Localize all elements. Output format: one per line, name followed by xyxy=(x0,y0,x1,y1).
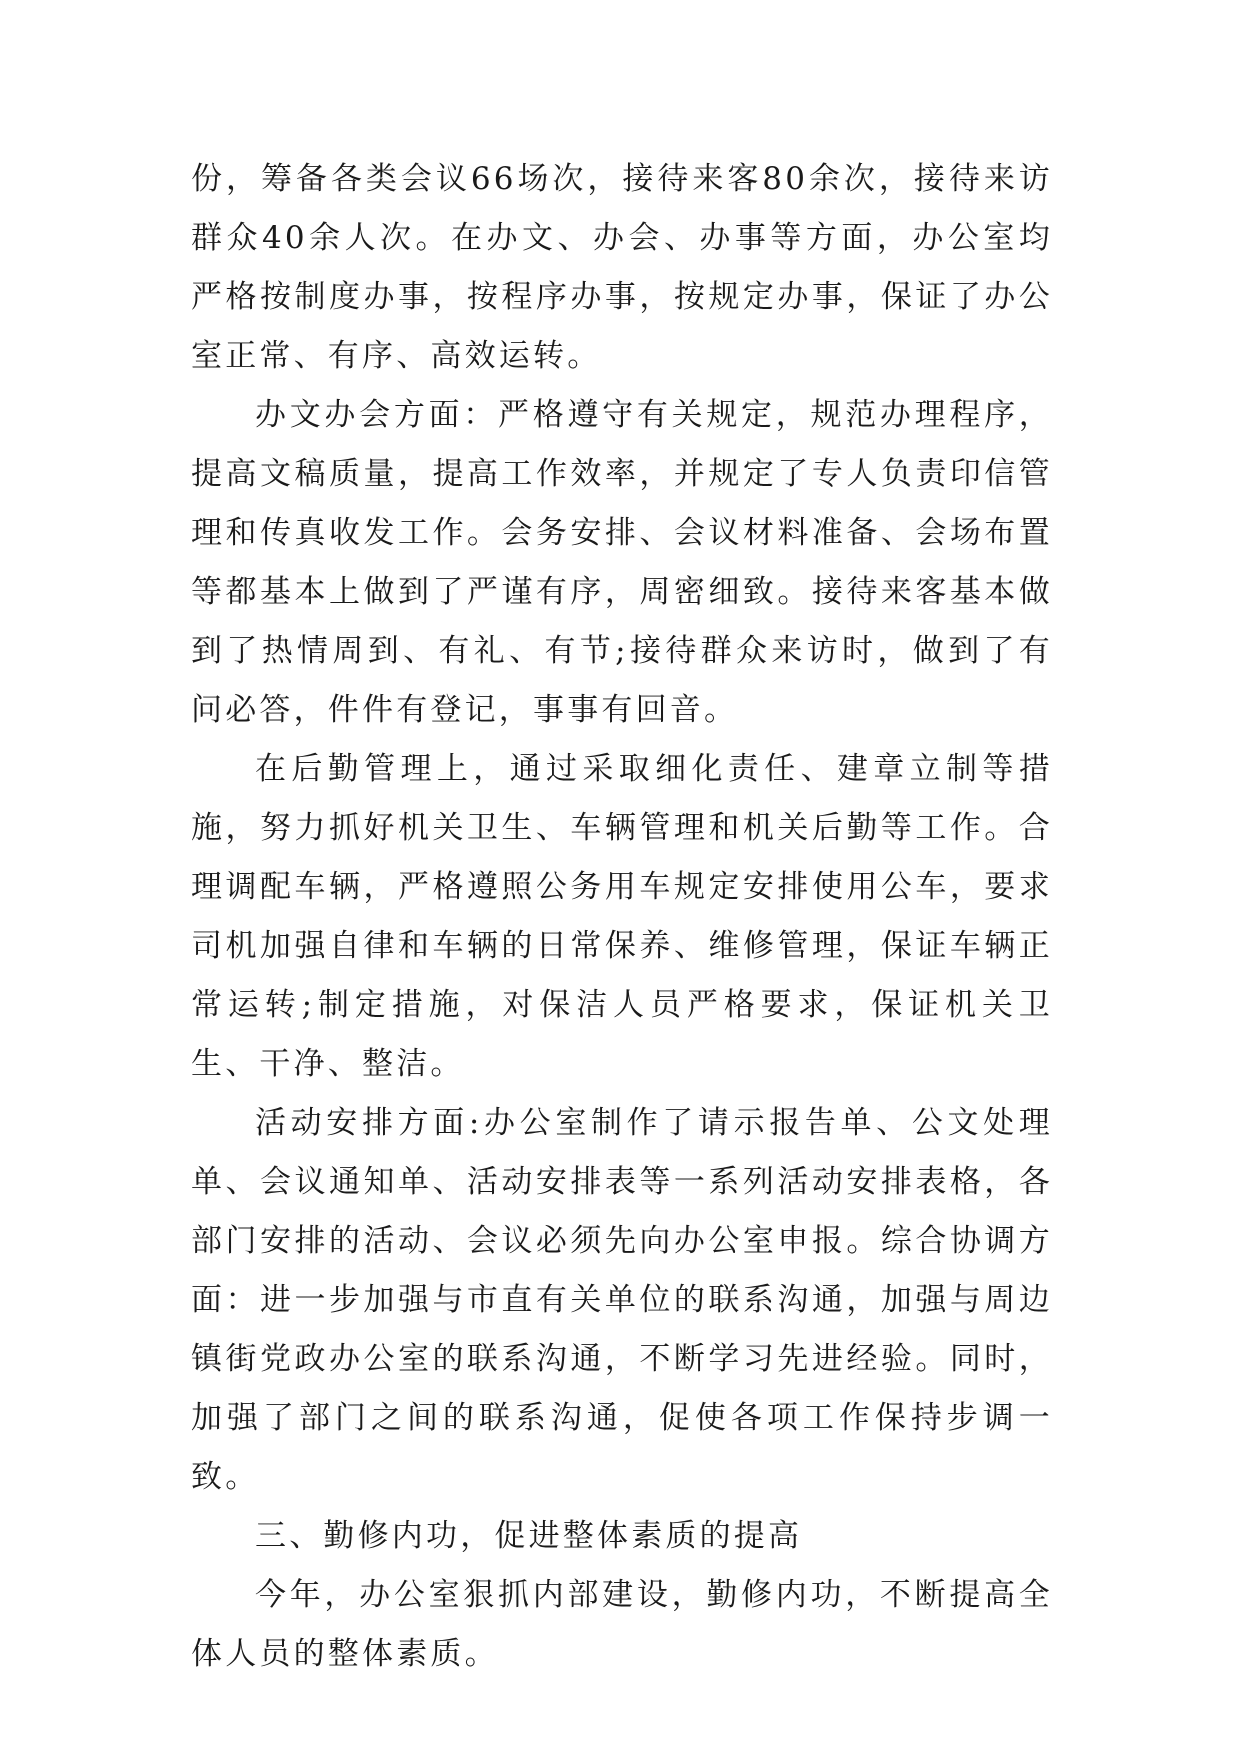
paragraph-document-meetings: 办文办会方面：严格遵守有关规定，规范办理程序，提高文稿质量，提高工作效率，并规定了专人负责印信管理和传真收发工作。会务安排、会议材料准备、会场布置等都基本上做到了严谨有序，周密细致。接待来客基本做到了热情周到、有礼、有节;接待群众来访时，做到了有问必答，件件有登记，事事有回音。 xyxy=(191,397,1053,728)
paragraph-logistics: 在后勤管理上，通过采取细化责任、建章立制等措施，努力抓好机关卫生、车辆管理和机关后勤等工作。合理调配车辆，严格遵照公务用车规定安排使用公车，要求司机加强自律和车辆的日常保养、维修管理，保证车辆正常运转;制定措施，对保洁人员严格要求，保证机关卫生、干净、整洁。 xyxy=(191,751,1053,1082)
document-body xyxy=(191,150,1053,1684)
section-heading: 三、勤修内功，促进整体素质的提高 xyxy=(255,1518,803,1554)
paragraph-internal-building: 今年，办公室狠抓内部建设，勤修内功，不断提高全体人员的整体素质。 xyxy=(191,1577,1053,1672)
paragraph-continuation: 份，筹备各类会议66场次，接待来客80余次，接待来访群众40余人次。在办文、办会、办事等方面，办公室均严格按制度办事，按程序办事，按规定办事，保证了办公室正常、有序、高效运转。 xyxy=(191,161,1053,374)
paragraph-activities-coordination: 活动安排方面:办公室制作了请示报告单、公文处理单、会议通知单、活动安排表等一系列活动安排表格，各部门安排的活动、会议必须先向办公室申报。综合协调方面：进一步加强与市直有关单位的联系沟通，加强与周边镇街党政办公室的联系沟通，不断学习先进经验。同时，加强了部门之间的联系沟通，促使各项工作保持步调一致。 xyxy=(191,1105,1053,1495)
